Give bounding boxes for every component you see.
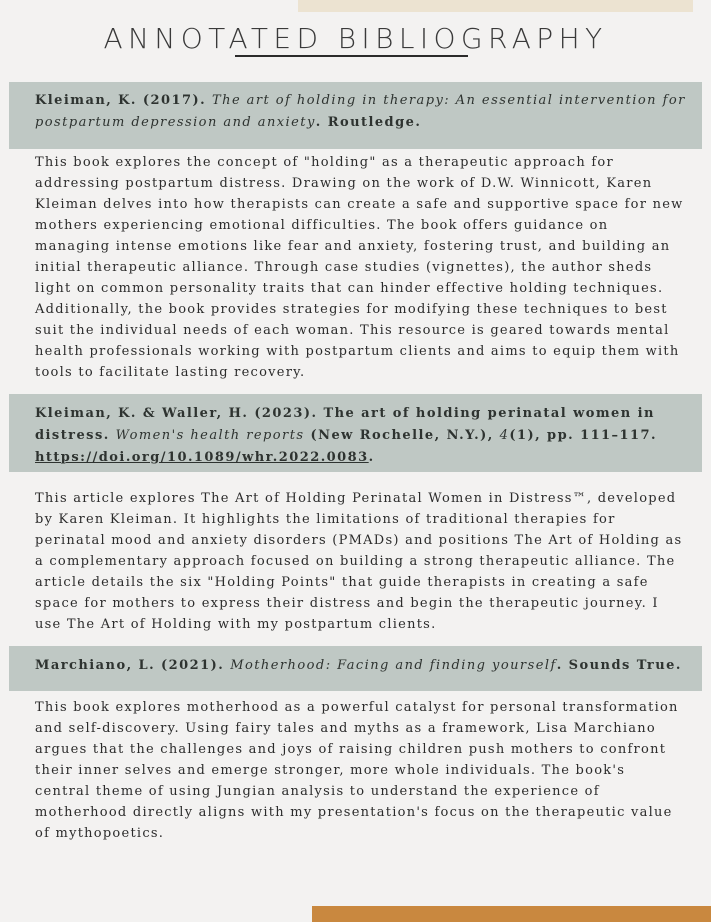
citation-3-publisher: . Sounds True. [556,658,682,673]
citation-2-end: . [368,450,375,465]
top-accent-bar [298,0,693,12]
citation-3-authors: Marchiano, L. (2021). [35,658,231,673]
citation-band-2 [9,394,702,472]
citation-1-publisher: . Routledge. [315,115,422,130]
citation-2 [35,403,702,469]
title-underline [235,55,468,57]
citation-band-3 [9,646,702,691]
bottom-accent-bar [312,906,711,922]
citation-2-doi-link[interactable]: https://doi.org/10.1089/whr.2022.0083 [35,450,369,465]
citation-3-title: Motherhood: Facing and finding yourself [230,658,557,673]
citation-2-pages: (1), pp. 111–117. [509,428,657,443]
citation-1-title: The art of holding in therapy: An essential intervention for postpartum depression and anxiety [35,93,686,130]
annotation-2: This article explores The Art of Holding Perinatal Women in Distress™, developed by Karen Kleiman. It highlights the limitations of traditional therapies for perinatal mood and anxiety disorders (PMADs) and positions The Art of Holding as a complementary approach focused on building a strong therapeutic alliance. The article details the six "Holding Points" that guide therapists in creating a safe space for mothers to express their distress and begin the therapeutic journey. I use The Art of Holding with my postpartum clients. [35,491,683,632]
citation-1-authors: Kleiman, K. (2017). [35,93,213,108]
citation-2-volume: 4 [499,428,510,443]
citation-band-1 [9,82,702,149]
citation-3 [35,655,702,677]
citation-2-place: (New Rochelle, N.Y.), [304,428,500,443]
annotation-3: This book explores motherhood as a powerful catalyst for personal transformation and self-discovery. Using fairy tales and myths as a framework, Lisa Marchiano argues that the challenges and joys of raising children push mothers to confront their inner selves and emerge stronger, more whole individuals. The book's central theme of using Jungian analysis to understand the experience of motherhood directly aligns with my presentation's focus on the therapeutic value of mythopoetics. [35,700,679,841]
citation-2-authors-title: Kleiman, K. & Waller, H. (2023). The art of holding perinatal women in distress. [35,406,655,443]
citation-2-journal: Women's health reports [115,428,305,443]
citation-1 [35,90,702,134]
page-title: ANNOTATED BIBLIOGRAPHY [103,22,608,55]
annotation-1: This book explores the concept of "holding" as a therapeutic approach for addressing postpartum distress. Drawing on the work of D.W. Winnicott, Karen Kleiman delves into how therapists can create a safe and supportive space for new mothers experiencing emotional difficulties. The book offers guidance on managing intense emotions like fear and anxiety, fostering trust, and building an initial therapeutic alliance. Through case studies (vignettes), the author sheds light on common personality traits that can hinder effective holding techniques. Additionally, the book provides strategies for modifying these techniques to best suit the individual needs of each woman. This resource is geared towards mental health professionals working with postpartum clients and aims to equip them with tools to facilitate lasting recovery. [35,155,684,380]
